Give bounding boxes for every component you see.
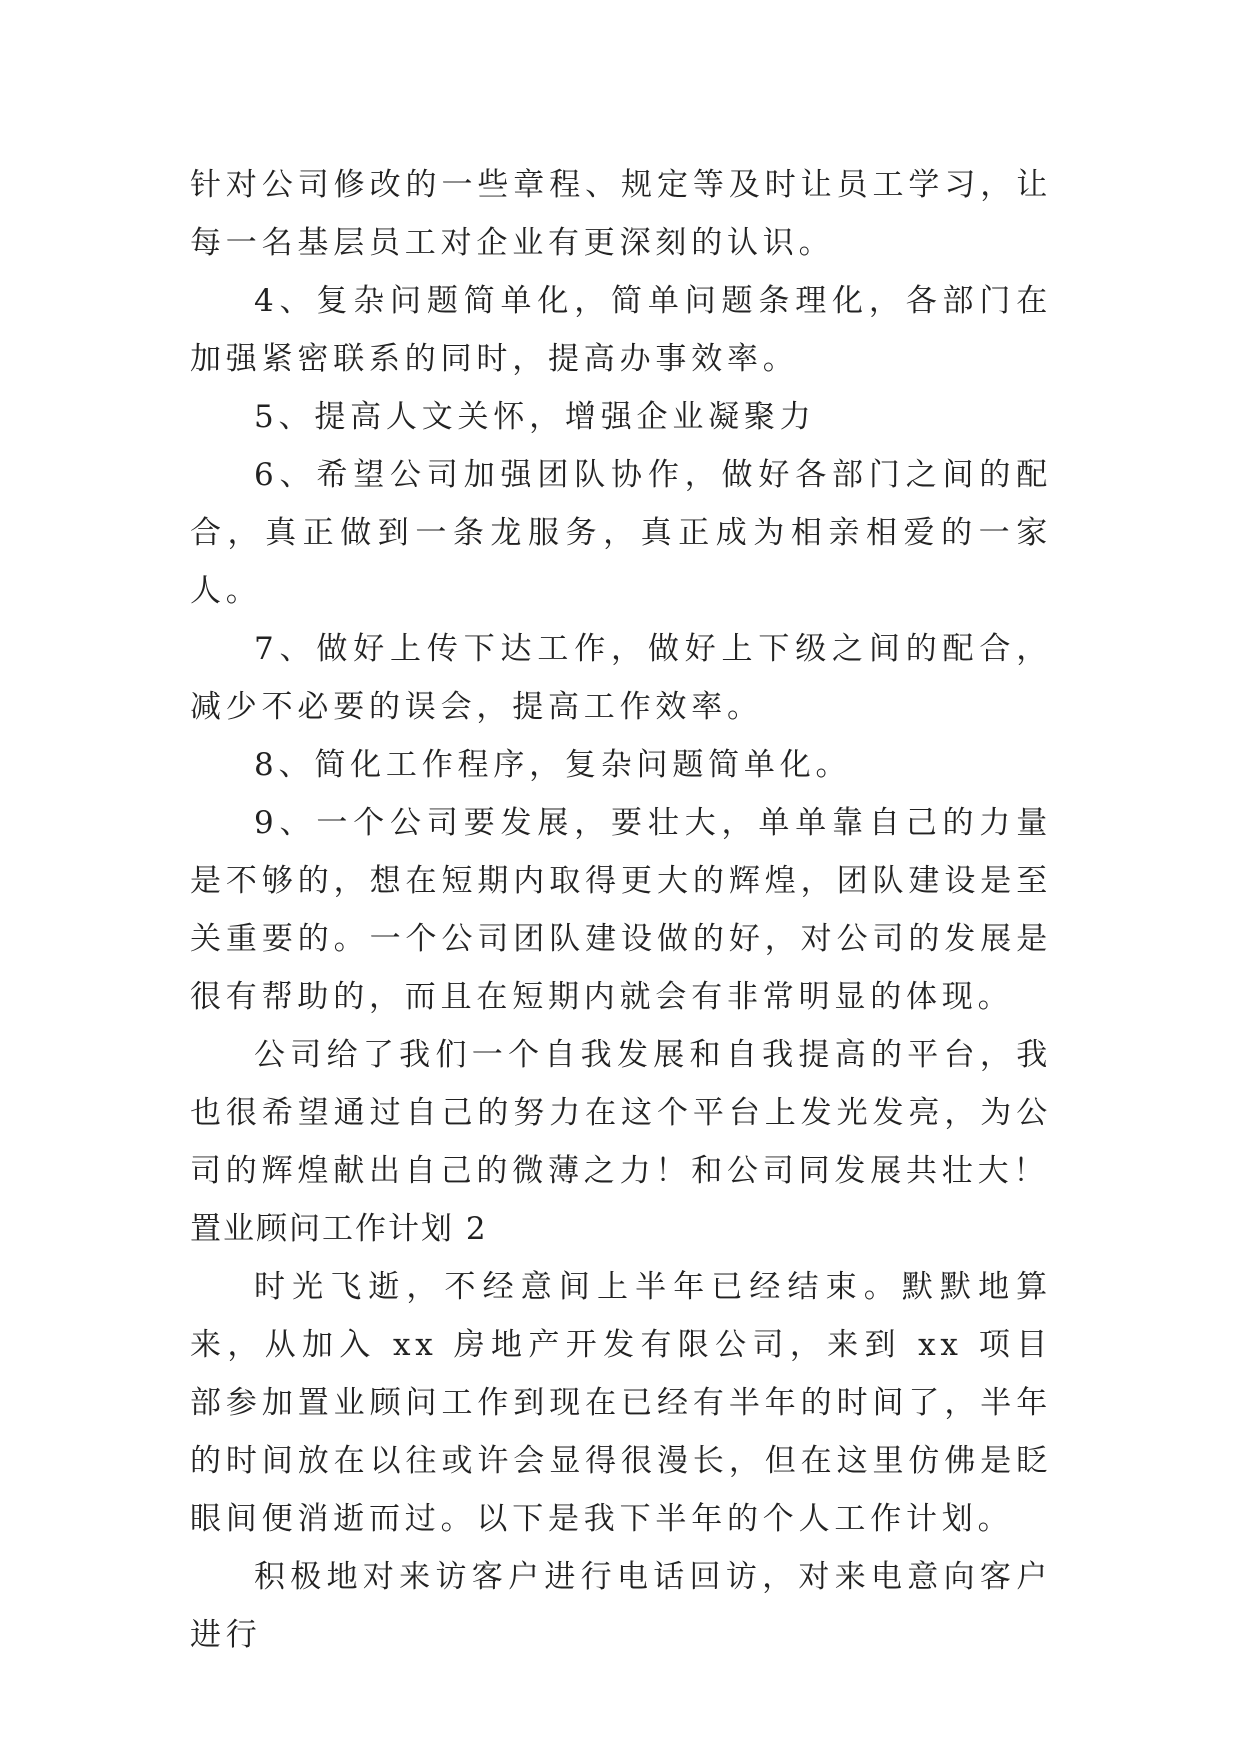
document-page — [190, 156, 1052, 1664]
section-heading: 置业顾问工作计划 2 — [190, 1211, 488, 1247]
paragraph-plan-start: 积极地对来访客户进行电话回访，对来电意向客户进行 — [190, 1559, 1052, 1653]
paragraph-item-5: 5、提高人文关怀，增强企业凝聚力 — [254, 399, 816, 435]
paragraph-continuation: 针对公司修改的一些章程、规定等及时让员工学习，让每一名基层员工对企业有更深刻的认识。 — [190, 167, 1052, 261]
paragraph-item-7: 7、做好上传下达工作，做好上下级之间的配合，减少不必要的误会，提高工作效率。 — [190, 631, 1052, 725]
paragraph-conclusion: 公司给了我们一个自我发展和自我提高的平台，我也很希望通过自己的努力在这个平台上发光发亮，为公司的辉煌献出自己的微薄之力！和公司同发展共壮大！ — [190, 1037, 1052, 1189]
paragraph-item-6: 6、希望公司加强团队协作，做好各部门之间的配合，真正做到一条龙服务，真正成为相亲相爱的一家人。 — [190, 457, 1052, 609]
paragraph-item-8: 8、简化工作程序，复杂问题简单化。 — [254, 747, 852, 783]
paragraph-item-4: 4、复杂问题简单化，简单问题条理化，各部门在加强紧密联系的同时，提高办事效率。 — [190, 283, 1052, 377]
paragraph-item-9: 9、一个公司要发展，要壮大，单单靠自己的力量是不够的，想在短期内取得更大的辉煌，团队建设是至关重要的。一个公司团队建设做的好，对公司的发展是很有帮助的，而且在短期内就会有非常明显的体现。 — [190, 805, 1052, 1015]
paragraph-intro: 时光飞逝，不经意间上半年已经结束。默默地算来，从加入 xx 房地产开发有限公司，来到 xx 项目部参加置业顾问工作到现在已经有半年的时间了，半年的时间放在以往或许会显得很漫长，但在这里仿佛是眨眼间便消逝而过。以下是我下半年的个人工作计划。 — [190, 1269, 1052, 1537]
